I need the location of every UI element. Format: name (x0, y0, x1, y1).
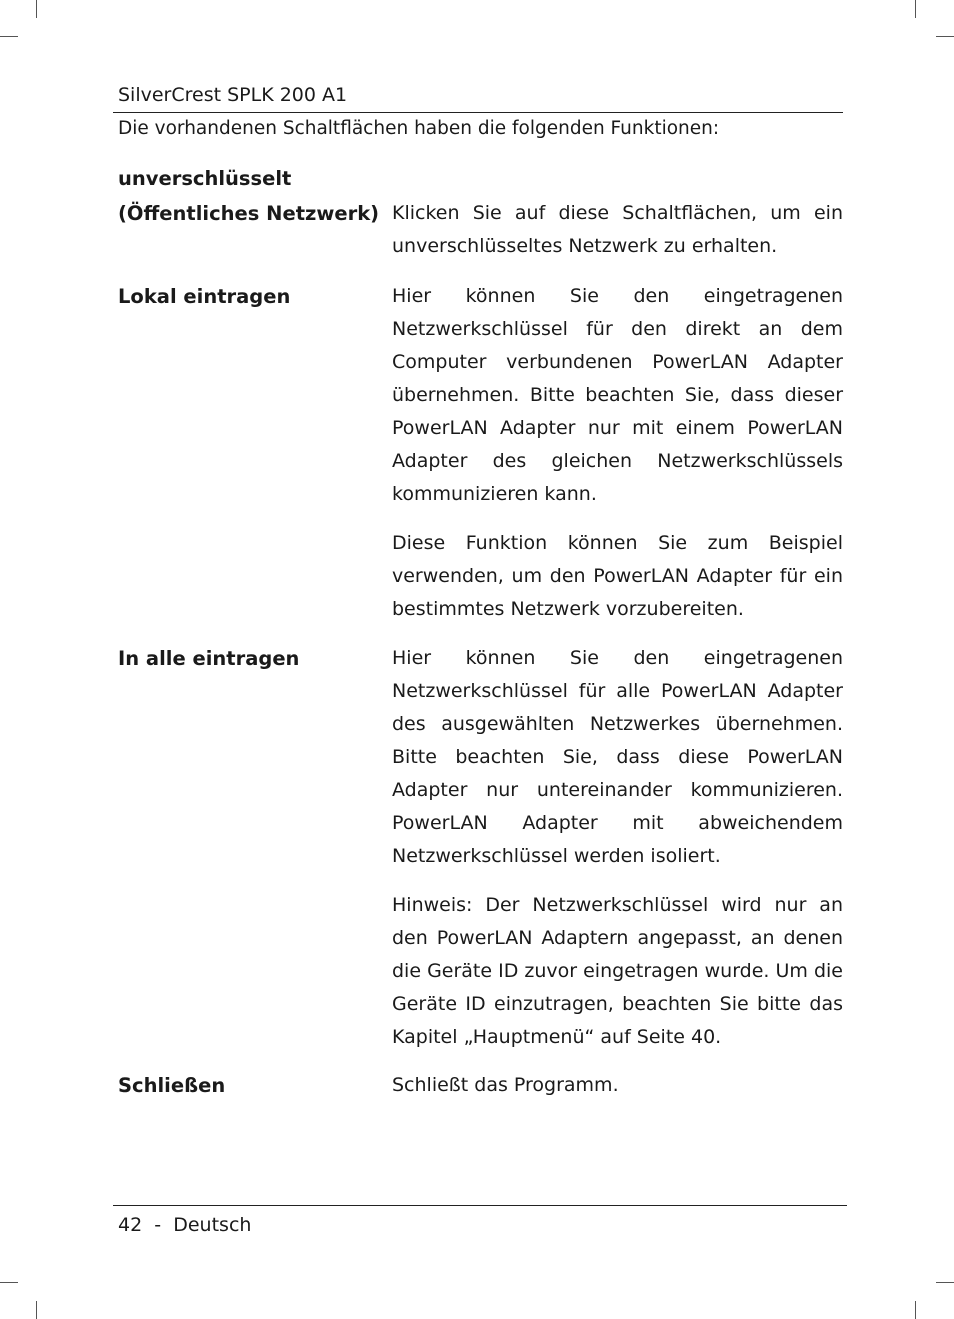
footer-separator: - (154, 1214, 162, 1236)
crop-mark (915, 0, 916, 18)
crop-mark (936, 36, 954, 37)
crop-mark (36, 0, 37, 18)
desc-schliessen (392, 1069, 843, 1102)
term-unverschluesselt-line2: (Öffentliches Netzwerk) (118, 202, 380, 225)
desc-paragraph: Schließt das Programm. (392, 1074, 619, 1096)
desc-paragraph: Diese Funktion können Sie zum Beispiel verwenden, um den PowerLAN Adapter für ein bestimmtes Netzwerk vorzubereiten. (392, 532, 843, 620)
header-rule (113, 112, 843, 113)
crop-mark (936, 1282, 954, 1283)
term-lokal-eintragen: Lokal eintragen (118, 285, 291, 308)
footer-rule (113, 1205, 847, 1206)
term-schliessen: Schließen (118, 1074, 226, 1097)
intro-text: Die vorhandenen Schaltflächen haben die folgenden Funktionen: (118, 118, 720, 139)
crop-mark (0, 36, 18, 37)
crop-mark (36, 1301, 37, 1319)
term-unverschluesselt-line1: unverschlüsselt (118, 167, 292, 190)
desc-paragraph: Hier können Sie den eingetragenen Netzwerkschlüssel für alle PowerLAN Adapter des ausgewählten Netzwerkes übernehmen. Bitte beachten Sie, dass diese PowerLAN Adapter nur untereinander kommunizieren. PowerLAN Adapter mit abweichendem Netzwerkschlüssel werden isoliert. (392, 647, 843, 867)
desc-unverschluesselt (392, 197, 843, 263)
desc-paragraph: Klicken Sie auf diese Schaltflächen, um ein unverschlüsseltes Netzwerk zu erhalten. (392, 202, 843, 257)
footer-language: Deutsch (173, 1214, 252, 1236)
desc-paragraph: Hinweis: Der Netzwerkschlüssel wird nur an den PowerLAN Adaptern angepasst, an denen die Geräte ID zuvor eingetragen wurde. Um die Geräte ID einzutragen, beachten Sie bitte das Kapitel „Hauptmenü“ auf Seite 40. (392, 894, 843, 1048)
page-number: 42 (118, 1214, 143, 1236)
crop-mark (0, 1282, 18, 1283)
desc-in-alle-eintragen (392, 642, 843, 1054)
crop-mark (915, 1301, 916, 1319)
desc-paragraph: Hier können Sie den eingetragenen Netzwerkschlüssel für den direkt an dem Computer verbundenen PowerLAN Adapter übernehmen. Bitte beachten Sie, dass dieser PowerLAN Adapter nur mit einem PowerLAN Adapter des gleichen Netzwerkschlüssels kommunizieren kann. (392, 285, 843, 505)
page-header: SilverCrest SPLK 200 A1 (118, 84, 348, 106)
page-footer (118, 1210, 251, 1240)
desc-lokal-eintragen (392, 280, 843, 626)
term-in-alle-eintragen: In alle eintragen (118, 647, 300, 670)
